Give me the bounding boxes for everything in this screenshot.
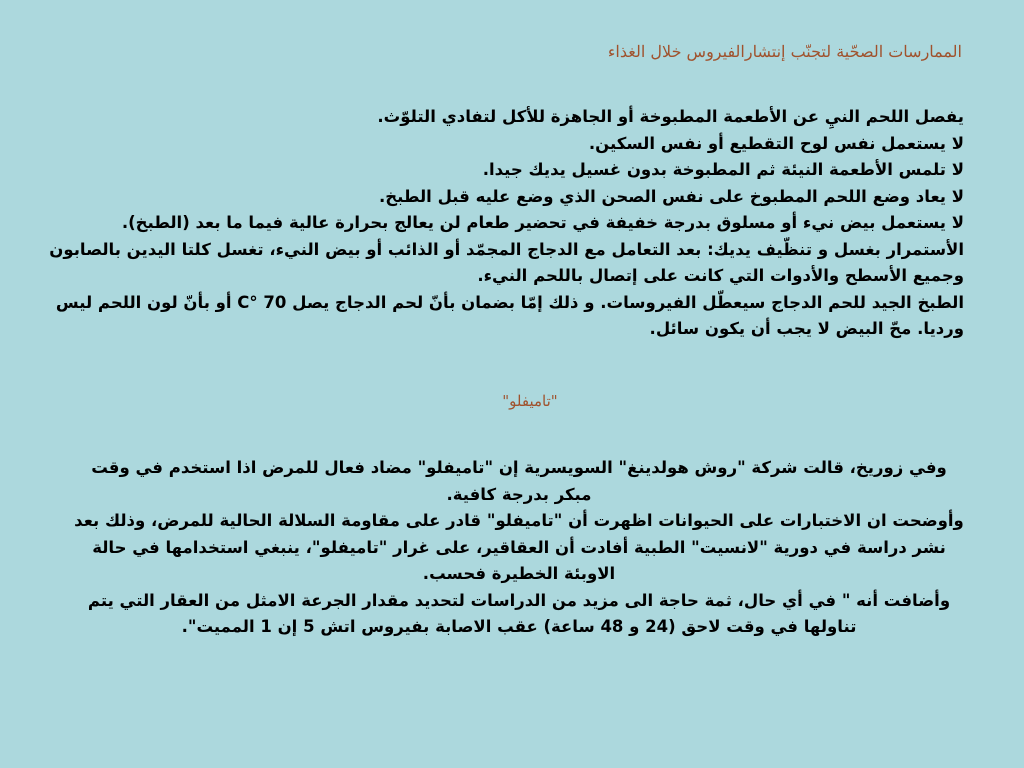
practice-item: يفصل اللحم النيِ عن الأطعمة المطبوخة أو الجاهزة للأكل لتفادي التلوّث. [377, 107, 964, 126]
practice-item: لا يعاد وضع اللحم المطبوخ على نفس الصحن الذي وضع عليه قبل الطبخ. [379, 186, 964, 206]
slide-title: الممارسات الصحّية لتجنّب إنتشارالفيروس خلال الغذاء [607, 42, 962, 61]
news-paragraph: وأضافت أنه " في أي حال، ثمة حاجة الى مزيد من الدراسات لتحديد مقدار الجرعة الامثل من العقار التي يتم تناولها في وقت لاحق (24 و 48 ساعة) عقب الاصابة بفيروس اتش 5 إن 1 المميت". [87, 590, 951, 636]
tamiflu-subtitle: "تاميفلو" [502, 392, 558, 410]
practice-item: لا يستعمل نفس لوح التقطيع أو نفس السكين. [588, 133, 964, 153]
news-paragraph: وفي زوريخ، قالت شركة "روش هولدينغ" السويسرية إن "تاميفلو" مضاد فعال للمرض اذا استخدم في وقت مبكر بدرجة كافية. [91, 458, 947, 504]
news-paragraphs [74, 455, 964, 641]
practice-item: لا تلمس الأطعمة النيئة ثم المطبوخة بدون غسيل يديك جيدا. [482, 160, 964, 179]
practices-list [49, 104, 964, 343]
practice-item: الطبخ الجيد للحم الدجاج سيعطّل الفيروسات. و ذلك إمّا بضمان بأنّ لحم الدجاج يصل C° 70 أو بأنّ لون اللحم ليس ورديا. محّ البيض لا يجب أن يكون سائل. [55, 292, 964, 338]
practice-item: الأستمرار بغسل و تنظّيف يديك: بعد التعامل مع الدجاج المجمّد أو الذائب أو بيض النيء، تغسل كلتا اليدين بالصابون وجميع الأسطح والأدوات التي كانت على إتصال باللحم النيء. [49, 239, 964, 285]
news-paragraph: وأوضحت ان الاختبارات على الحيوانات اظهرت أن "تاميفلو" قادر على مقاومة السلالة الحالية للمرض، وذلك بعد نشر دراسة في دورية "لانسيت" الطبية أفادت أن العقاقير، على غرار "تاميفلو"، ينبغي استخدامها في حالة الاوبئة الخطيرة فحسب. [74, 511, 964, 583]
practice-item: لا يستعمل بيض نيء أو مسلوق بدرجة خفيفة في تحضير طعام لن يعالج بحرارة عالية فيما ما بعد (الطبخ). [121, 213, 964, 232]
